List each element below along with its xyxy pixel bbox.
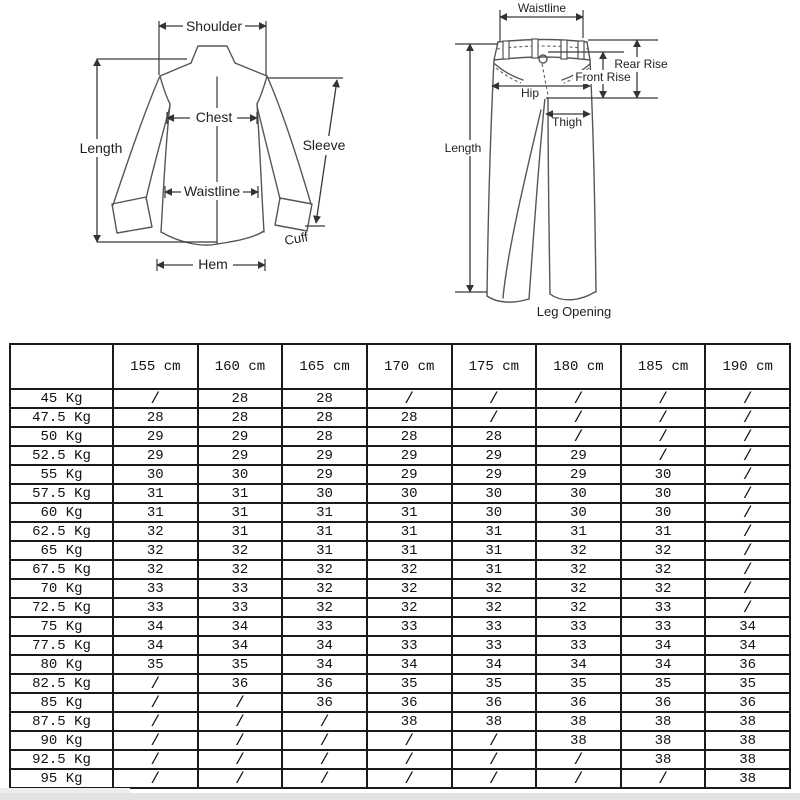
size-value-cell: 31 bbox=[198, 503, 283, 522]
belt-loop bbox=[503, 41, 509, 59]
size-value-cell: 30 bbox=[367, 484, 452, 503]
size-value-cell: 33 bbox=[452, 636, 537, 655]
measurement-diagrams bbox=[0, 0, 800, 340]
shirt-diagram bbox=[76, 17, 349, 273]
size-value-cell: 34 bbox=[621, 636, 706, 655]
size-value-cell: / bbox=[536, 769, 621, 788]
size-row bbox=[10, 750, 790, 769]
size-row bbox=[10, 731, 790, 750]
size-value-cell: / bbox=[621, 427, 706, 446]
size-value-cell: / bbox=[198, 693, 283, 712]
size-value-cell: 33 bbox=[536, 636, 621, 655]
size-value-cell: 31 bbox=[282, 522, 367, 541]
size-value-cell: / bbox=[536, 427, 621, 446]
size-value-cell: 32 bbox=[282, 560, 367, 579]
weight-cell: 87.5 Kg bbox=[10, 712, 113, 731]
size-value-cell: 33 bbox=[621, 617, 706, 636]
size-value-cell: 28 bbox=[282, 427, 367, 446]
size-value-cell: 36 bbox=[367, 693, 452, 712]
size-value-cell: 35 bbox=[113, 655, 198, 674]
weight-cell: 47.5 Kg bbox=[10, 408, 113, 427]
size-value-cell: 28 bbox=[367, 408, 452, 427]
size-value-cell: 33 bbox=[367, 617, 452, 636]
size-value-cell: 32 bbox=[198, 560, 283, 579]
size-row bbox=[10, 636, 790, 655]
size-value-cell: 38 bbox=[367, 712, 452, 731]
size-value-cell: 29 bbox=[536, 465, 621, 484]
weight-cell: 72.5 Kg bbox=[10, 598, 113, 617]
size-value-cell: / bbox=[621, 769, 706, 788]
size-value-cell: / bbox=[621, 389, 706, 408]
size-row bbox=[10, 712, 790, 731]
height-header-cell: 185 cm bbox=[621, 344, 706, 389]
height-header-cell: 170 cm bbox=[367, 344, 452, 389]
size-value-cell: / bbox=[198, 769, 283, 788]
size-value-cell: 34 bbox=[536, 655, 621, 674]
shirt-label-hem: Hem bbox=[198, 256, 228, 272]
size-value-cell: / bbox=[705, 465, 790, 484]
size-row bbox=[10, 389, 790, 408]
weight-cell: 65 Kg bbox=[10, 541, 113, 560]
size-row bbox=[10, 693, 790, 712]
height-header-cell: 155 cm bbox=[113, 344, 198, 389]
size-value-cell: / bbox=[705, 446, 790, 465]
size-value-cell: 31 bbox=[282, 503, 367, 522]
size-value-cell: 29 bbox=[282, 446, 367, 465]
size-value-cell: 31 bbox=[621, 522, 706, 541]
size-value-cell: / bbox=[282, 750, 367, 769]
weight-cell: 55 Kg bbox=[10, 465, 113, 484]
size-value-cell: 33 bbox=[198, 598, 283, 617]
pants-diagram bbox=[441, 1, 671, 319]
size-value-cell: 34 bbox=[452, 655, 537, 674]
pants-label-hip: Hip bbox=[520, 86, 540, 100]
size-row bbox=[10, 655, 790, 674]
size-value-cell: / bbox=[282, 712, 367, 731]
size-value-cell: 32 bbox=[452, 579, 537, 598]
shirt-outline bbox=[112, 46, 312, 245]
size-value-cell: 34 bbox=[621, 655, 706, 674]
size-value-cell: 36 bbox=[282, 693, 367, 712]
size-value-cell: 32 bbox=[536, 598, 621, 617]
weight-cell: 52.5 Kg bbox=[10, 446, 113, 465]
size-value-cell: / bbox=[113, 750, 198, 769]
size-value-cell: 32 bbox=[113, 541, 198, 560]
size-value-cell: 38 bbox=[705, 769, 790, 788]
size-value-cell: 28 bbox=[282, 389, 367, 408]
size-value-cell: 33 bbox=[367, 636, 452, 655]
size-row bbox=[10, 446, 790, 465]
size-row bbox=[10, 427, 790, 446]
size-value-cell: / bbox=[621, 408, 706, 427]
size-value-cell: 31 bbox=[367, 503, 452, 522]
size-value-cell: 34 bbox=[705, 636, 790, 655]
size-value-cell: 35 bbox=[452, 674, 537, 693]
size-value-cell: 38 bbox=[621, 750, 706, 769]
size-value-cell: / bbox=[367, 750, 452, 769]
size-value-cell: / bbox=[198, 750, 283, 769]
size-value-cell: 33 bbox=[113, 579, 198, 598]
size-value-cell: 31 bbox=[452, 541, 537, 560]
size-value-cell: 34 bbox=[113, 636, 198, 655]
height-header-cell: 165 cm bbox=[282, 344, 367, 389]
shirt-label-waistline: Waistline bbox=[183, 183, 241, 199]
size-value-cell: 29 bbox=[113, 446, 198, 465]
size-value-cell: 29 bbox=[198, 427, 283, 446]
size-value-cell: 32 bbox=[113, 522, 198, 541]
size-value-cell: 31 bbox=[536, 522, 621, 541]
size-value-cell: / bbox=[705, 427, 790, 446]
size-row bbox=[10, 408, 790, 427]
size-value-cell: / bbox=[113, 769, 198, 788]
size-value-cell: 31 bbox=[282, 541, 367, 560]
height-header-cell: 180 cm bbox=[536, 344, 621, 389]
size-value-cell: 31 bbox=[452, 522, 537, 541]
pants-label-front-rise: Front Rise bbox=[575, 70, 631, 84]
size-value-cell: 36 bbox=[621, 693, 706, 712]
size-value-cell: / bbox=[113, 712, 198, 731]
size-value-cell: 29 bbox=[452, 446, 537, 465]
weight-cell: 62.5 Kg bbox=[10, 522, 113, 541]
size-value-cell: 29 bbox=[367, 465, 452, 484]
size-row bbox=[10, 769, 790, 788]
size-value-cell: 30 bbox=[198, 465, 283, 484]
size-value-cell: 29 bbox=[282, 465, 367, 484]
size-value-cell: 32 bbox=[621, 541, 706, 560]
weight-cell: 90 Kg bbox=[10, 731, 113, 750]
size-value-cell: 30 bbox=[452, 503, 537, 522]
size-value-cell: 32 bbox=[621, 579, 706, 598]
size-row bbox=[10, 503, 790, 522]
size-value-cell: 38 bbox=[621, 712, 706, 731]
belt-loop bbox=[578, 41, 584, 59]
shirt-label-length: Length bbox=[79, 140, 123, 156]
size-value-cell: / bbox=[705, 503, 790, 522]
size-value-cell: 30 bbox=[621, 503, 706, 522]
size-value-cell: / bbox=[113, 731, 198, 750]
size-value-cell: 30 bbox=[452, 484, 537, 503]
size-value-cell: 36 bbox=[282, 674, 367, 693]
weight-cell: 45 Kg bbox=[10, 389, 113, 408]
size-value-cell: 35 bbox=[705, 674, 790, 693]
size-value-cell: 33 bbox=[621, 598, 706, 617]
weight-cell: 95 Kg bbox=[10, 769, 113, 788]
shirt-label-sleeve: Sleeve bbox=[302, 137, 346, 153]
size-value-cell: / bbox=[705, 560, 790, 579]
size-value-cell: 34 bbox=[198, 636, 283, 655]
size-value-cell: 32 bbox=[367, 560, 452, 579]
size-value-cell: 33 bbox=[282, 617, 367, 636]
weight-cell: 50 Kg bbox=[10, 427, 113, 446]
size-row bbox=[10, 484, 790, 503]
size-value-cell: 38 bbox=[536, 712, 621, 731]
pants-label-length: Length bbox=[444, 141, 482, 155]
size-row bbox=[10, 560, 790, 579]
size-value-cell: 31 bbox=[198, 522, 283, 541]
size-value-cell: 34 bbox=[198, 617, 283, 636]
belt-loop bbox=[532, 39, 538, 58]
height-header-cell: 190 cm bbox=[705, 344, 790, 389]
size-value-cell: 38 bbox=[705, 712, 790, 731]
size-row bbox=[10, 617, 790, 636]
size-value-cell: 29 bbox=[113, 427, 198, 446]
size-value-cell: 32 bbox=[536, 541, 621, 560]
weight-cell: 75 Kg bbox=[10, 617, 113, 636]
size-value-cell: 28 bbox=[452, 427, 537, 446]
size-value-cell: 35 bbox=[536, 674, 621, 693]
size-value-cell: 32 bbox=[367, 598, 452, 617]
pants-label-waistline: Waistline bbox=[517, 1, 567, 15]
weight-cell: 82.5 Kg bbox=[10, 674, 113, 693]
size-value-cell: 28 bbox=[282, 408, 367, 427]
size-value-cell: 31 bbox=[113, 484, 198, 503]
size-value-cell: / bbox=[621, 446, 706, 465]
size-value-cell: 31 bbox=[198, 484, 283, 503]
size-row bbox=[10, 674, 790, 693]
size-value-cell: 32 bbox=[621, 560, 706, 579]
size-value-cell: / bbox=[113, 674, 198, 693]
pants-label-thigh: Thigh bbox=[551, 115, 583, 129]
size-value-cell: 36 bbox=[452, 693, 537, 712]
shirt-label-cuff: Cuff bbox=[283, 229, 310, 249]
size-row bbox=[10, 598, 790, 617]
size-row bbox=[10, 465, 790, 484]
size-value-cell: 38 bbox=[705, 731, 790, 750]
size-row bbox=[10, 522, 790, 541]
weight-cell: 57.5 Kg bbox=[10, 484, 113, 503]
size-value-cell: 36 bbox=[705, 655, 790, 674]
size-value-cell: 32 bbox=[536, 560, 621, 579]
size-value-cell: 31 bbox=[452, 560, 537, 579]
size-value-cell: 33 bbox=[198, 579, 283, 598]
size-value-cell: / bbox=[705, 598, 790, 617]
size-value-cell: / bbox=[705, 579, 790, 598]
size-value-cell: 35 bbox=[621, 674, 706, 693]
size-value-cell: 29 bbox=[367, 446, 452, 465]
footer-strip bbox=[0, 793, 800, 800]
size-value-cell: 32 bbox=[282, 579, 367, 598]
pants-label-rear-rise: Rear Rise bbox=[614, 57, 668, 71]
pants-label-leg-opening: Leg Opening bbox=[536, 304, 612, 319]
size-value-cell: 28 bbox=[198, 408, 283, 427]
shirt-label-shoulder: Shoulder bbox=[185, 18, 243, 34]
size-value-cell: 38 bbox=[452, 712, 537, 731]
weight-cell: 70 Kg bbox=[10, 579, 113, 598]
size-row bbox=[10, 541, 790, 560]
pants-dimension-arrows bbox=[455, 10, 658, 292]
table-header-row bbox=[10, 344, 790, 389]
size-value-cell: 29 bbox=[536, 446, 621, 465]
size-value-cell: / bbox=[705, 541, 790, 560]
size-table bbox=[9, 343, 791, 789]
size-value-cell: 33 bbox=[452, 617, 537, 636]
size-value-cell: / bbox=[282, 769, 367, 788]
size-value-cell: 29 bbox=[452, 465, 537, 484]
size-value-cell: 34 bbox=[113, 617, 198, 636]
size-value-cell: 29 bbox=[198, 446, 283, 465]
shirt-label-chest: Chest bbox=[195, 109, 233, 125]
size-value-cell: 34 bbox=[282, 636, 367, 655]
size-value-cell: / bbox=[705, 408, 790, 427]
size-value-cell: 38 bbox=[705, 750, 790, 769]
size-value-cell: 32 bbox=[282, 598, 367, 617]
size-value-cell: 32 bbox=[113, 560, 198, 579]
height-header-cell: 175 cm bbox=[452, 344, 537, 389]
size-value-cell: 30 bbox=[536, 484, 621, 503]
weight-cell: 85 Kg bbox=[10, 693, 113, 712]
size-value-cell: / bbox=[452, 750, 537, 769]
size-value-cell: / bbox=[536, 750, 621, 769]
button-icon bbox=[539, 55, 547, 63]
size-value-cell: 35 bbox=[198, 655, 283, 674]
height-header-cell: 160 cm bbox=[198, 344, 283, 389]
size-value-cell: 30 bbox=[621, 484, 706, 503]
size-value-cell: 34 bbox=[282, 655, 367, 674]
size-value-cell: 31 bbox=[113, 503, 198, 522]
size-value-cell: 30 bbox=[113, 465, 198, 484]
size-value-cell: 33 bbox=[113, 598, 198, 617]
size-value-cell: 28 bbox=[198, 389, 283, 408]
weight-cell: 77.5 Kg bbox=[10, 636, 113, 655]
size-value-cell: 36 bbox=[705, 693, 790, 712]
weight-cell: 80 Kg bbox=[10, 655, 113, 674]
size-value-cell: 30 bbox=[282, 484, 367, 503]
size-value-cell: / bbox=[705, 522, 790, 541]
size-value-cell: / bbox=[367, 731, 452, 750]
size-value-cell: / bbox=[113, 693, 198, 712]
size-value-cell: / bbox=[705, 389, 790, 408]
size-value-cell: 31 bbox=[367, 541, 452, 560]
size-value-cell: 30 bbox=[536, 503, 621, 522]
size-value-cell: 32 bbox=[452, 598, 537, 617]
size-value-cell: / bbox=[282, 731, 367, 750]
weight-cell: 60 Kg bbox=[10, 503, 113, 522]
size-value-cell: / bbox=[198, 712, 283, 731]
weight-cell: 92.5 Kg bbox=[10, 750, 113, 769]
size-value-cell: 32 bbox=[536, 579, 621, 598]
size-value-cell: / bbox=[367, 769, 452, 788]
size-value-cell: 38 bbox=[536, 731, 621, 750]
size-value-cell: / bbox=[705, 484, 790, 503]
size-value-cell: 28 bbox=[367, 427, 452, 446]
size-value-cell: 38 bbox=[621, 731, 706, 750]
size-row bbox=[10, 579, 790, 598]
size-value-cell: 31 bbox=[367, 522, 452, 541]
size-value-cell: 30 bbox=[621, 465, 706, 484]
size-value-cell: / bbox=[367, 389, 452, 408]
size-value-cell: 34 bbox=[705, 617, 790, 636]
belt-loop bbox=[561, 40, 567, 59]
size-value-cell: 35 bbox=[367, 674, 452, 693]
size-value-cell: 33 bbox=[536, 617, 621, 636]
size-value-cell: / bbox=[452, 769, 537, 788]
size-value-cell: / bbox=[198, 731, 283, 750]
size-value-cell: / bbox=[536, 408, 621, 427]
weight-cell: 67.5 Kg bbox=[10, 560, 113, 579]
size-value-cell: / bbox=[452, 408, 537, 427]
size-value-cell: / bbox=[113, 389, 198, 408]
size-value-cell: / bbox=[452, 389, 537, 408]
size-value-cell: 32 bbox=[367, 579, 452, 598]
size-value-cell: 32 bbox=[198, 541, 283, 560]
size-value-cell: / bbox=[536, 389, 621, 408]
size-value-cell: 36 bbox=[198, 674, 283, 693]
corner-cell bbox=[10, 344, 113, 389]
size-value-cell: 34 bbox=[367, 655, 452, 674]
size-value-cell: 36 bbox=[536, 693, 621, 712]
size-value-cell: / bbox=[452, 731, 537, 750]
size-value-cell: 28 bbox=[113, 408, 198, 427]
